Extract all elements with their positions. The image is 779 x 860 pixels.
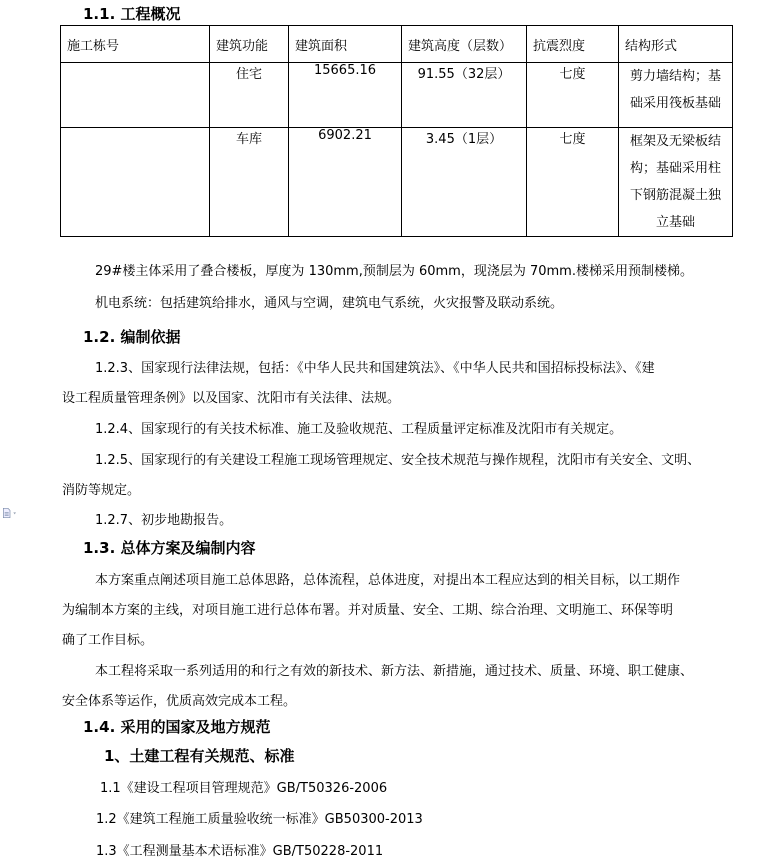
item-1-2-7: 1.2.7、初步地勘报告。 xyxy=(95,513,233,528)
table-row xyxy=(61,63,733,128)
item-1-2-4: 1.2.4、国家现行的有关技术标准、施工及验收规范、工程质量评定标准及沈阳市有关规定。 xyxy=(95,422,623,437)
table-header: 建筑面积 xyxy=(289,26,402,63)
section-title-1-4: 1.4. 采用的国家及地方规范 xyxy=(83,718,271,736)
scheme-para2-line2: 安全体系等运作，优质高效完成本工程。 xyxy=(62,694,297,709)
table-cell: 框架及无梁板结构；基础采用柱下钢筋混凝土独立基础 xyxy=(619,128,733,237)
table-cell: 七度 xyxy=(527,128,619,237)
paragraph-mep: 机电系统：包括建筑给排水，通风与空调，建筑电气系统，火灾报警及联动系统。 xyxy=(95,296,564,311)
item-1-2-5-line1: 1.2.5、国家现行的有关建设工程施工现场管理规定、安全技术规范与操作规程，沈阳市有关安全、文明、 xyxy=(95,453,701,468)
table-header: 建筑功能 xyxy=(210,26,289,63)
section-title-1-3: 1.3. 总体方案及编制内容 xyxy=(83,539,256,557)
table-header: 施工栋号 xyxy=(61,26,210,63)
table-cell xyxy=(61,63,210,128)
table-cell: 车库 xyxy=(210,128,289,237)
table-cell: 15665.16 xyxy=(289,63,402,128)
scheme-para1-line3: 确了工作目标。 xyxy=(62,633,154,648)
paragraph-floor: 29#楼主体采用了叠合楼板，厚度为 130mm,预制层为 60mm，现浇层为 70mm.楼梯采用预制楼梯。 xyxy=(95,264,693,279)
scheme-para1-line1: 本方案重点阐述项目施工总体思路，总体流程，总体进度，对提出本工程应达到的相关目标，以工期作 xyxy=(95,573,681,588)
standard-item: 1.1《建设工程项目管理规范》GB/T50326-2006 xyxy=(100,781,388,796)
table-cell: 住宅 xyxy=(210,63,289,128)
table-cell: 剪力墙结构；基础采用筏板基础 xyxy=(619,63,733,128)
table-cell: 6902.21 xyxy=(289,128,402,237)
table-row xyxy=(61,128,733,237)
scheme-para1-line2: 为编制本方案的主线，对项目施工进行总体布署。并对质量、安全、工期、综合治理、文明施工、环保等明 xyxy=(62,603,674,618)
section-title-1-2: 1.2. 编制依据 xyxy=(83,328,181,346)
item-1-2-3-line2: 设工程质量管理条例》以及国家、沈阳市有关法律、法规。 xyxy=(62,391,401,406)
scheme-para2-line1: 本工程将采取一系列适用的和行之有效的新技术、新方法、新措施，通过技术、质量、环境、职工健康、 xyxy=(95,664,694,679)
item-1-2-3-line1: 1.2.3、国家现行法律法规，包括：《中华人民共和国建筑法》、《中华人民共和国招标投标法》、《建 xyxy=(95,361,655,376)
standard-item: 1.2《建筑工程施工质量验收统一标准》GB50300-2013 xyxy=(96,812,423,827)
table-header-row xyxy=(61,26,733,63)
document-icon[interactable] xyxy=(2,505,18,521)
table-cell: 3.45（1层） xyxy=(402,128,527,237)
table-header: 抗震烈度 xyxy=(527,26,619,63)
project-overview-table xyxy=(60,25,733,237)
standard-item: 1.3《工程测量基本术语标准》GB/T50228-2011 xyxy=(96,844,384,859)
item-1-2-5-line2: 消防等规定。 xyxy=(62,483,141,498)
table-header: 结构形式 xyxy=(619,26,733,63)
table-cell: 七度 xyxy=(527,63,619,128)
table-header: 建筑高度（层数） xyxy=(402,26,527,63)
table-cell: 91.55（32层） xyxy=(402,63,527,128)
table-cell xyxy=(61,128,210,237)
subsection-title: 1、土建工程有关规范、标准 xyxy=(104,747,295,765)
section-title-1-1: 1.1. 工程概况 xyxy=(83,5,181,23)
